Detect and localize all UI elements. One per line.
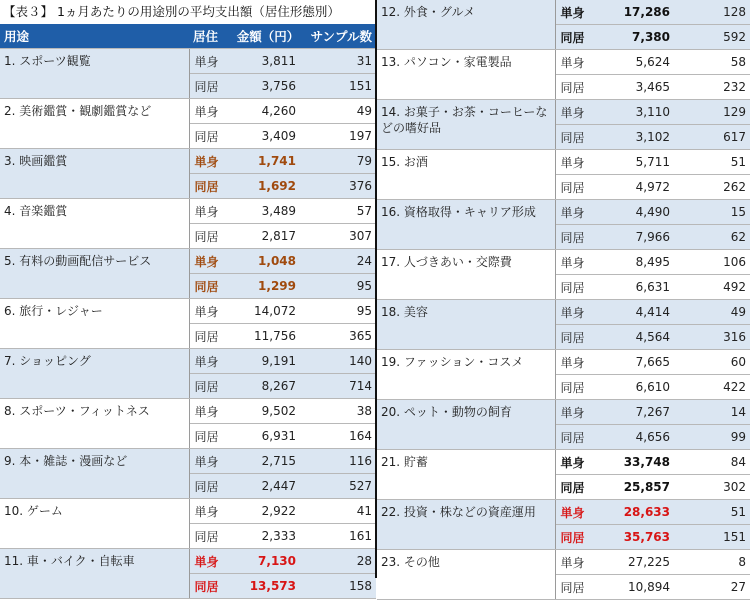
category-cell: 11. 車・バイク・自転車 [0, 549, 189, 599]
amount-cell: 7,267 [609, 400, 675, 425]
amount-cell: 7,130 [235, 549, 301, 574]
residence-cell: 同居 [555, 25, 609, 50]
amount-cell: 1,048 [235, 249, 301, 274]
amount-cell: 13,573 [235, 574, 301, 599]
residence-cell: 単身 [189, 549, 235, 574]
residence-cell: 同居 [189, 424, 235, 449]
residence-cell: 単身 [555, 150, 609, 175]
table-row [377, 300, 750, 325]
category-cell: 18. 美容 [377, 300, 555, 350]
amount-cell: 1,692 [235, 174, 301, 199]
amount-cell: 4,656 [609, 425, 675, 450]
header-residence: 居住 [189, 24, 235, 49]
table-row [377, 50, 750, 75]
samples-cell: 28 [301, 549, 376, 574]
amount-cell: 27,225 [609, 550, 675, 575]
amount-cell: 25,857 [609, 475, 675, 500]
table-row [377, 350, 750, 375]
residence-cell: 同居 [555, 175, 609, 200]
residence-cell: 単身 [189, 349, 235, 374]
category-cell: 23. その他 [377, 550, 555, 600]
amount-cell: 6,631 [609, 275, 675, 300]
samples-cell: 95 [301, 274, 376, 299]
residence-cell: 同居 [189, 124, 235, 149]
residence-cell: 単身 [555, 350, 609, 375]
residence-cell: 単身 [189, 199, 235, 224]
amount-cell: 35,763 [609, 525, 675, 550]
samples-cell: 140 [301, 349, 376, 374]
amount-cell: 6,610 [609, 375, 675, 400]
category-cell: 13. パソコン・家電製品 [377, 50, 555, 100]
table-title: 【表３】 1ヵ月あたりの用途別の平均支出額（居住形態別） [0, 0, 376, 24]
right-table-body [377, 0, 750, 600]
residence-cell: 同居 [555, 575, 609, 600]
samples-cell: 84 [675, 450, 750, 475]
table-row [0, 549, 376, 574]
samples-cell: 376 [301, 174, 376, 199]
amount-cell: 14,072 [235, 299, 301, 324]
amount-cell: 10,894 [609, 575, 675, 600]
residence-cell: 同居 [555, 125, 609, 150]
residence-cell: 単身 [189, 149, 235, 174]
samples-cell: 617 [675, 125, 750, 150]
samples-cell: 307 [301, 224, 376, 249]
amount-cell: 2,922 [235, 499, 301, 524]
table-row [377, 400, 750, 425]
amount-cell: 3,465 [609, 75, 675, 100]
amount-cell: 4,564 [609, 325, 675, 350]
amount-cell: 7,966 [609, 225, 675, 250]
residence-cell: 同居 [189, 474, 235, 499]
residence-cell: 同居 [555, 75, 609, 100]
residence-cell: 同居 [189, 574, 235, 599]
residence-cell: 同居 [555, 325, 609, 350]
residence-cell: 同居 [189, 174, 235, 199]
samples-cell: 116 [301, 449, 376, 474]
residence-cell: 同居 [555, 475, 609, 500]
header-amount: 金額（円） [235, 24, 301, 49]
samples-cell: 41 [301, 499, 376, 524]
residence-cell: 同居 [189, 274, 235, 299]
category-cell: 16. 資格取得・キャリア形成 [377, 200, 555, 250]
samples-cell: 592 [675, 25, 750, 50]
residence-cell: 同居 [555, 525, 609, 550]
residence-cell: 同居 [189, 374, 235, 399]
amount-cell: 3,756 [235, 74, 301, 99]
samples-cell: 365 [301, 324, 376, 349]
residence-cell: 同居 [189, 324, 235, 349]
amount-cell: 4,260 [235, 99, 301, 124]
table-row [377, 150, 750, 175]
residence-cell: 単身 [189, 49, 235, 74]
samples-cell: 58 [675, 50, 750, 75]
amount-cell: 2,447 [235, 474, 301, 499]
amount-cell: 3,489 [235, 199, 301, 224]
residence-cell: 単身 [189, 249, 235, 274]
residence-cell: 単身 [555, 450, 609, 475]
residence-cell: 単身 [555, 0, 609, 25]
samples-cell: 128 [675, 0, 750, 25]
residence-cell: 同居 [555, 275, 609, 300]
category-cell: 5. 有料の動画配信サービス [0, 249, 189, 299]
samples-cell: 106 [675, 250, 750, 275]
residence-cell: 同居 [189, 224, 235, 249]
residence-cell: 単身 [555, 100, 609, 125]
amount-cell: 2,817 [235, 224, 301, 249]
left-table-body [0, 49, 376, 599]
samples-cell: 49 [675, 300, 750, 325]
residence-cell: 単身 [189, 499, 235, 524]
residence-cell: 単身 [555, 400, 609, 425]
samples-cell: 8 [675, 550, 750, 575]
right-panel [377, 0, 750, 600]
samples-cell: 492 [675, 275, 750, 300]
samples-cell: 51 [675, 500, 750, 525]
samples-cell: 316 [675, 325, 750, 350]
category-cell: 7. ショッピング [0, 349, 189, 399]
residence-cell: 単身 [555, 300, 609, 325]
category-cell: 8. スポーツ・フィットネス [0, 399, 189, 449]
table-row [377, 0, 750, 25]
amount-cell: 4,414 [609, 300, 675, 325]
samples-cell: 164 [301, 424, 376, 449]
samples-cell: 422 [675, 375, 750, 400]
samples-cell: 51 [675, 150, 750, 175]
samples-cell: 31 [301, 49, 376, 74]
samples-cell: 714 [301, 374, 376, 399]
residence-cell: 単身 [555, 250, 609, 275]
samples-cell: 79 [301, 149, 376, 174]
residence-cell: 単身 [555, 500, 609, 525]
category-cell: 10. ゲーム [0, 499, 189, 549]
amount-cell: 8,495 [609, 250, 675, 275]
samples-cell: 24 [301, 249, 376, 274]
residence-cell: 同居 [555, 225, 609, 250]
table-row [0, 299, 376, 324]
residence-cell: 同居 [555, 425, 609, 450]
left-table [0, 24, 376, 599]
samples-cell: 302 [675, 475, 750, 500]
samples-cell: 151 [301, 74, 376, 99]
samples-cell: 60 [675, 350, 750, 375]
right-table [377, 0, 750, 600]
amount-cell: 4,972 [609, 175, 675, 200]
category-cell: 1. スポーツ観覧 [0, 49, 189, 99]
table-row [377, 200, 750, 225]
residence-cell: 単身 [189, 399, 235, 424]
table-row [0, 249, 376, 274]
table-row [0, 199, 376, 224]
amount-cell: 3,102 [609, 125, 675, 150]
samples-cell: 527 [301, 474, 376, 499]
samples-cell: 57 [301, 199, 376, 224]
samples-cell: 95 [301, 299, 376, 324]
category-cell: 15. お酒 [377, 150, 555, 200]
amount-cell: 3,110 [609, 100, 675, 125]
table-row [0, 399, 376, 424]
residence-cell: 単身 [189, 449, 235, 474]
table-row [377, 450, 750, 475]
residence-cell: 単身 [189, 299, 235, 324]
amount-cell: 2,333 [235, 524, 301, 549]
amount-cell: 2,715 [235, 449, 301, 474]
category-cell: 21. 貯蓄 [377, 450, 555, 500]
category-cell: 22. 投資・株などの資産運用 [377, 500, 555, 550]
amount-cell: 11,756 [235, 324, 301, 349]
table-row [377, 100, 750, 125]
category-cell: 19. ファッション・コスメ [377, 350, 555, 400]
amount-cell: 7,665 [609, 350, 675, 375]
samples-cell: 232 [675, 75, 750, 100]
header-category: 用途 [0, 24, 189, 49]
table-row [377, 500, 750, 525]
category-cell: 4. 音楽鑑賞 [0, 199, 189, 249]
samples-cell: 161 [301, 524, 376, 549]
table-row [0, 99, 376, 124]
samples-cell: 27 [675, 575, 750, 600]
table-row [0, 449, 376, 474]
residence-cell: 同居 [189, 524, 235, 549]
amount-cell: 3,811 [235, 49, 301, 74]
category-cell: 9. 本・雑誌・漫画など [0, 449, 189, 499]
residence-cell: 同居 [555, 375, 609, 400]
samples-cell: 129 [675, 100, 750, 125]
samples-cell: 38 [301, 399, 376, 424]
samples-cell: 99 [675, 425, 750, 450]
samples-cell: 49 [301, 99, 376, 124]
samples-cell: 14 [675, 400, 750, 425]
category-cell: 3. 映画鑑賞 [0, 149, 189, 199]
table-row [0, 349, 376, 374]
category-cell: 12. 外食・グルメ [377, 0, 555, 50]
samples-cell: 262 [675, 175, 750, 200]
residence-cell: 単身 [555, 550, 609, 575]
amount-cell: 7,380 [609, 25, 675, 50]
table-row [377, 250, 750, 275]
header-samples: サンプル数 [301, 24, 376, 49]
header-row [0, 24, 376, 49]
samples-cell: 197 [301, 124, 376, 149]
category-cell: 17. 人づきあい・交際費 [377, 250, 555, 300]
amount-cell: 33,748 [609, 450, 675, 475]
amount-cell: 1,741 [235, 149, 301, 174]
table-row [0, 499, 376, 524]
amount-cell: 1,299 [235, 274, 301, 299]
amount-cell: 3,409 [235, 124, 301, 149]
category-cell: 2. 美術鑑賞・観劇鑑賞など [0, 99, 189, 149]
residence-cell: 同居 [189, 74, 235, 99]
samples-cell: 62 [675, 225, 750, 250]
amount-cell: 9,502 [235, 399, 301, 424]
amount-cell: 8,267 [235, 374, 301, 399]
amount-cell: 17,286 [609, 0, 675, 25]
category-cell: 20. ペット・動物の飼育 [377, 400, 555, 450]
table-row [0, 49, 376, 74]
table-row [0, 149, 376, 174]
amount-cell: 5,624 [609, 50, 675, 75]
amount-cell: 4,490 [609, 200, 675, 225]
residence-cell: 単身 [555, 200, 609, 225]
amount-cell: 6,931 [235, 424, 301, 449]
residence-cell: 単身 [189, 99, 235, 124]
samples-cell: 15 [675, 200, 750, 225]
samples-cell: 151 [675, 525, 750, 550]
amount-cell: 9,191 [235, 349, 301, 374]
category-cell: 6. 旅行・レジャー [0, 299, 189, 349]
table-row [377, 550, 750, 575]
amount-cell: 28,633 [609, 500, 675, 525]
samples-cell: 158 [301, 574, 376, 599]
category-cell: 14. お菓子・お茶・コーヒーなどの嗜好品 [377, 100, 555, 150]
amount-cell: 5,711 [609, 150, 675, 175]
residence-cell: 単身 [555, 50, 609, 75]
